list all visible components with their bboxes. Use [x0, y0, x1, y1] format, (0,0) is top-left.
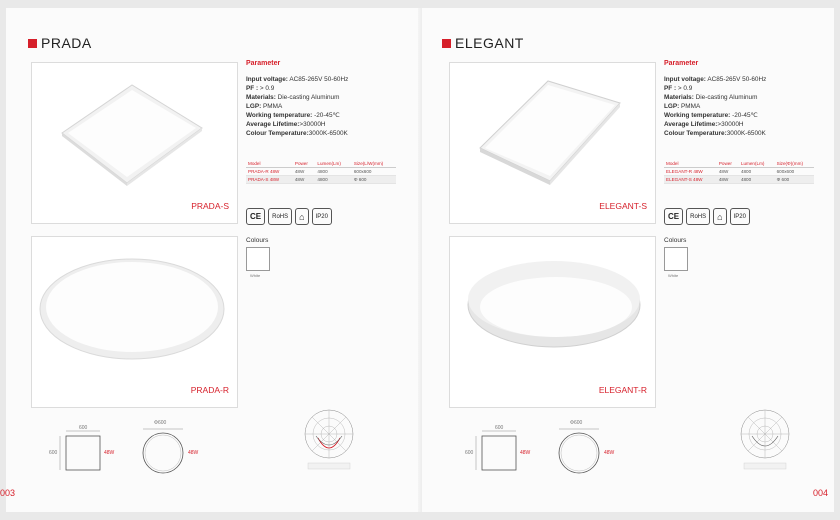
spec-table: [664, 160, 814, 184]
dimension-drawing-icon: [46, 426, 216, 486]
param-row: Colour Temperature:3000K-6500K: [246, 130, 348, 137]
title-marker-square: [28, 39, 37, 48]
ce-icon: CE: [664, 208, 683, 225]
power-label-square: 48W: [520, 450, 531, 456]
dimension-drawings: [462, 420, 632, 491]
page-number: 004: [812, 488, 828, 498]
param-row: Materials: Die-casting Aluminum: [664, 94, 758, 101]
photometric-polar-icon: [298, 408, 360, 476]
dimension-round-label: Φ600: [154, 420, 167, 426]
title-marker-square: [442, 39, 451, 48]
catalog-page-right: [422, 8, 834, 512]
param-row: Average Lifetime:>30000H: [664, 121, 744, 128]
page-number: 003: [0, 488, 16, 498]
certification-icons: [664, 208, 750, 225]
indoor-house-icon: ⌂: [295, 208, 308, 225]
dimension-round-label: Φ600: [570, 420, 583, 426]
product-family-title: ELEGANT: [442, 35, 524, 51]
table-row: PRADA-R 48W 48W 4800 600x600: [246, 168, 396, 176]
product-label-s: PRADA-S: [191, 201, 229, 211]
power-label-square: 48W: [104, 450, 115, 456]
power-label-round: 48W: [188, 450, 199, 456]
param-row: Working temperature: -20-45℃: [246, 112, 340, 119]
ce-icon: CE: [246, 208, 265, 225]
swatch-label: White: [668, 273, 679, 278]
dimension-top-label: 600: [495, 425, 504, 431]
product-image-card-round: [31, 236, 238, 408]
ip20-icon: IP20: [312, 208, 332, 225]
dimension-side-label: 600: [49, 450, 58, 456]
colour-options: [664, 237, 688, 278]
param-row: Working temperature: -20-45℃: [664, 112, 758, 119]
colours-label: Colours: [246, 237, 269, 244]
parameter-list: [246, 60, 406, 138]
parameter-list: [664, 60, 824, 138]
spec-table: [246, 160, 396, 184]
rohs-icon: RoHS: [686, 208, 710, 225]
dimension-top-label: 600: [79, 425, 88, 431]
product-label-r: PRADA-R: [190, 385, 229, 395]
table-row: ELEGANT-S 48W 48W 4800 Φ 600: [664, 176, 814, 184]
swatch-label: White: [250, 273, 261, 278]
indoor-house-icon: ⌂: [713, 208, 726, 225]
square-panel-image: [32, 63, 237, 223]
product-family-title: PRADA: [28, 35, 92, 51]
certification-icons: [246, 208, 332, 225]
param-row: Input voltage: AC85-265V 50-60Hz: [246, 76, 349, 83]
photometric-polar-icon: [734, 408, 796, 476]
table-header-row: Model Power Lumen(Lm) Size(Φ)(mm): [664, 160, 814, 168]
product-label-r: ELEGANT-R: [598, 385, 647, 395]
ip20-icon: IP20: [730, 208, 750, 225]
rohs-icon: RoHS: [268, 208, 292, 225]
round-panel-image: [32, 237, 237, 407]
product-image-card-square: [449, 62, 656, 224]
param-row: LGP: PMMA: [246, 103, 283, 110]
parameter-heading: Parameter: [664, 60, 699, 67]
round-panel-image: [450, 237, 655, 407]
colour-swatch-white: [246, 247, 270, 271]
param-row: PF : > 0.9: [664, 85, 693, 92]
table-row: PRADA-S 48W 48W 4800 Φ 600: [246, 176, 396, 184]
param-row: Colour Temperature:3000K-6500K: [664, 130, 766, 137]
catalog-page-left: [0, 8, 418, 512]
colour-options: [246, 237, 270, 278]
dimension-side-label: 600: [465, 450, 474, 456]
product-image-card-round: [449, 236, 656, 408]
param-row: LGP: PMMA: [664, 103, 701, 110]
product-label-s: ELEGANT-S: [599, 201, 647, 211]
colour-swatch-white: [664, 247, 688, 271]
product-image-card-square: [31, 62, 238, 224]
power-label-round: 48W: [604, 450, 615, 456]
param-row: Average Lifetime:>30000H: [246, 121, 326, 128]
parameter-heading: Parameter: [246, 60, 281, 67]
table-row: ELEGANT-R 48W 48W 4800 600x600: [664, 168, 814, 176]
param-row: PF : > 0.9: [246, 85, 275, 92]
square-panel-image: [450, 63, 655, 223]
param-row: Materials: Die-casting Aluminum: [246, 94, 340, 101]
colours-label: Colours: [664, 237, 687, 244]
param-row: Input voltage: AC85-265V 50-60Hz: [664, 76, 767, 83]
table-header-row: Model Power Lumen(Lm) Size(L/W(mm): [246, 160, 396, 168]
dimension-drawings: [46, 420, 216, 491]
dimension-drawing-icon: [462, 426, 632, 486]
